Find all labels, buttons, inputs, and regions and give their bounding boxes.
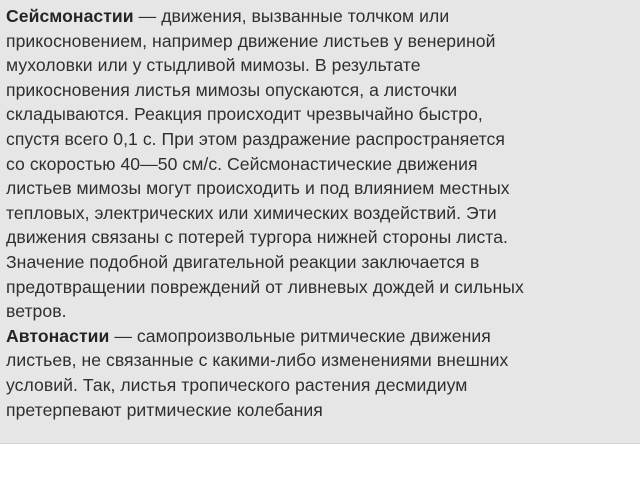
text-line: движения связаны с потерей тургора нижней стороны листа. bbox=[6, 227, 508, 248]
paragraph-seismonasty bbox=[6, 4, 632, 324]
slide-text bbox=[6, 4, 632, 422]
text-line: прикосновения листья мимозы опускаются, а листочки bbox=[6, 79, 458, 100]
text-line: условий. Так, листья тропического растения десмидиум bbox=[6, 374, 468, 395]
text-line: тепловых, электрических или химических воздействий. Эти bbox=[6, 202, 497, 223]
text-line: претерпевают ритмические колебания bbox=[6, 399, 323, 420]
text-line: спустя всего 0,1 с. При этом раздражение распространяется bbox=[6, 128, 505, 149]
paragraph-autonasty bbox=[6, 324, 632, 422]
text-line-content: — движения, вызванные толчком или bbox=[133, 6, 450, 26]
text-line: мухоловки или у стыдливой мимозы. В результате bbox=[6, 55, 421, 76]
text-line: предотвращении повреждений от ливневых дождей и сильных bbox=[6, 276, 524, 297]
text-line: ветров. bbox=[6, 301, 67, 322]
text-line: Значение подобной двигательной реакции заключается в bbox=[6, 251, 480, 272]
text-line: со скоростью 40—50 см/с. Сейсмонастические движения bbox=[6, 153, 478, 174]
term-autonasty: Автонастии bbox=[6, 325, 110, 346]
text-line: прикосновением, например движение листьев у венериной bbox=[6, 30, 496, 51]
text-line bbox=[6, 4, 632, 29]
text-line: листьев мимозы могут происходить и под влиянием местных bbox=[6, 178, 510, 199]
text-line: листьев, не связанные с какими-либо изменениями внешних bbox=[6, 350, 509, 371]
text-line: складываются. Реакция происходит чрезвычайно быстро, bbox=[6, 104, 483, 125]
text-line-content: — самопроизвольные ритмические движения bbox=[109, 325, 491, 346]
text-line bbox=[6, 324, 632, 349]
term-seismonasty: Сейсмонастии bbox=[6, 6, 134, 26]
